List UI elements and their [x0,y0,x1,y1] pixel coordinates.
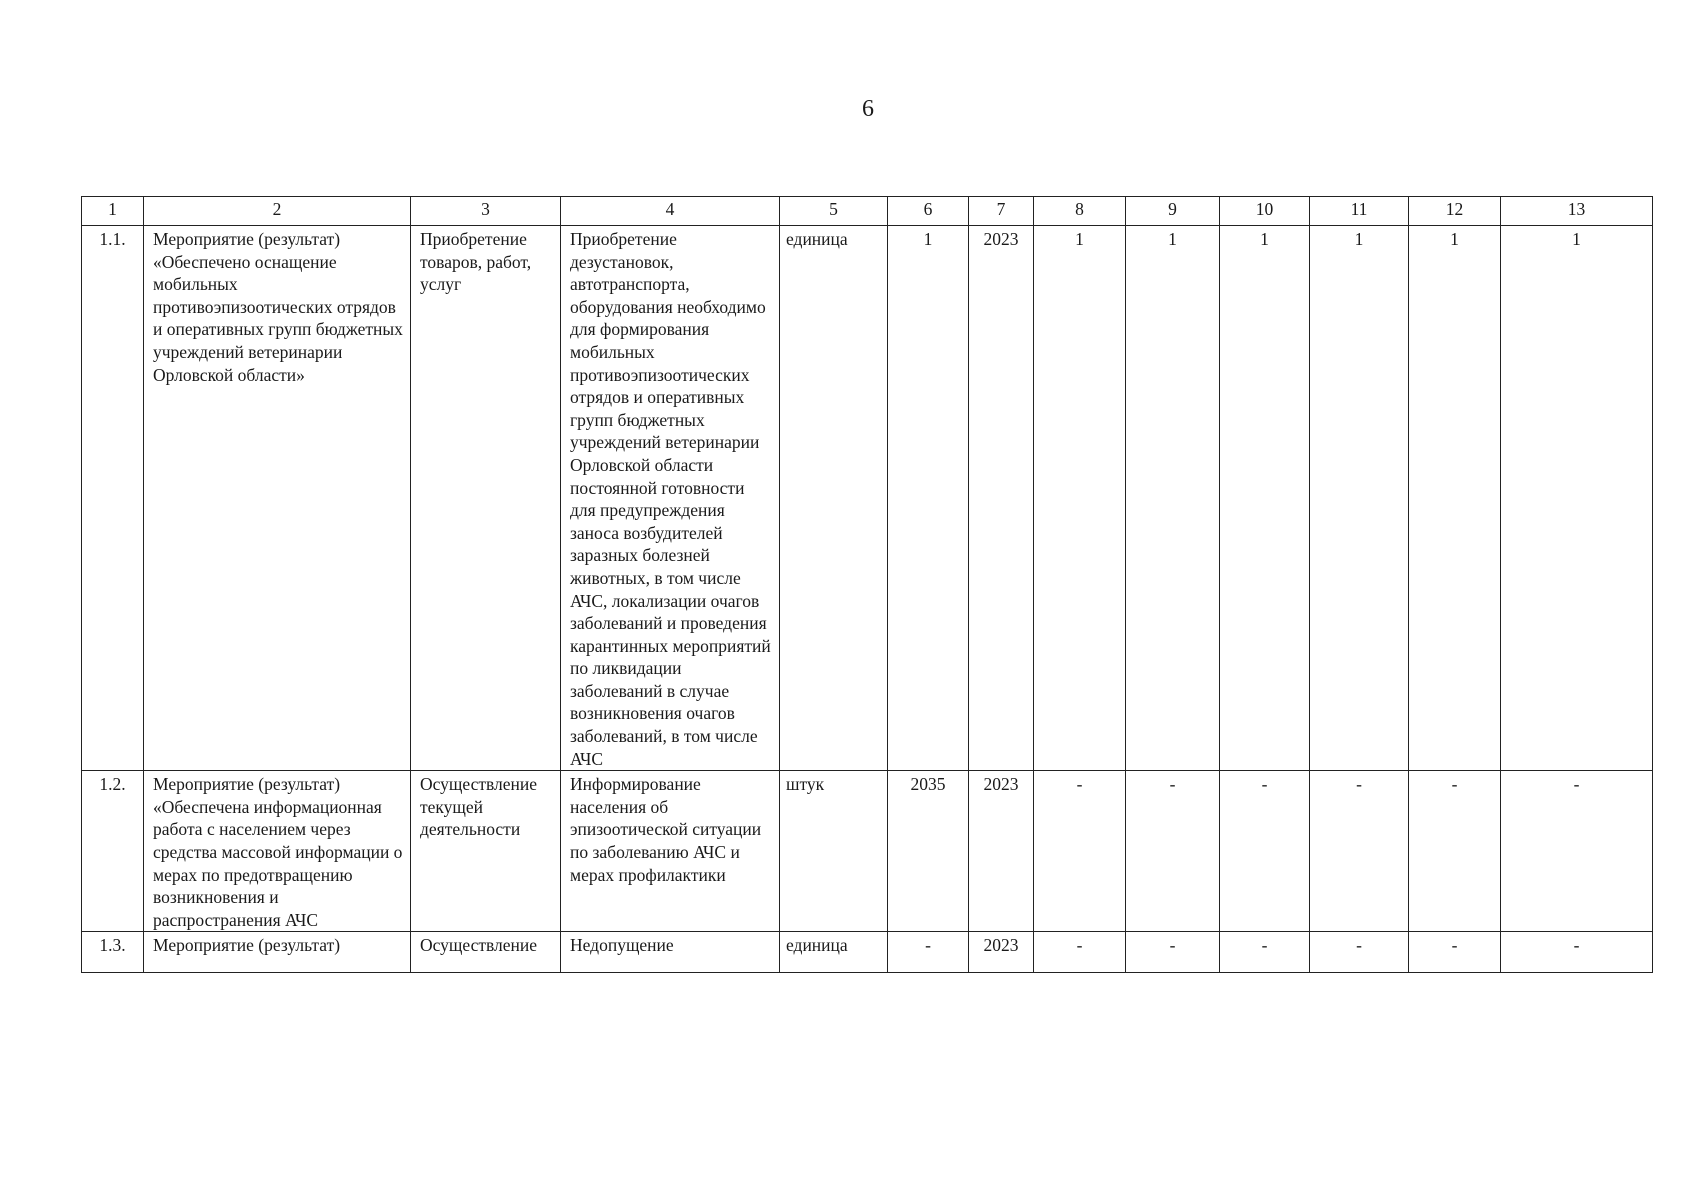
column-header: 13 [1501,197,1653,226]
value-cell: - [1220,932,1310,973]
table-row [82,226,1653,771]
column-header: 3 [411,197,561,226]
description-cell: Недопущение [561,932,780,973]
column-header: 7 [969,197,1034,226]
base-year-cell: 2023 [969,226,1034,771]
column-header: 2 [144,197,411,226]
column-header: 11 [1310,197,1409,226]
indicators-table [81,196,1653,973]
value-cell: - [1220,771,1310,932]
table-header-row [82,197,1653,226]
value-cell: 1 [1220,226,1310,771]
value-cell: 1 [1034,226,1126,771]
column-header: 1 [82,197,144,226]
column-header: 8 [1034,197,1126,226]
column-header: 6 [888,197,969,226]
value-cell: - [1310,932,1409,973]
column-header: 9 [1126,197,1220,226]
value-cell: 1 [1310,226,1409,771]
event-cell: Мероприятие (результат) «Обеспечена информационная работа с населением через средства массовой информации о мерах по предотвращению возникновения и распространения АЧС [144,771,411,932]
base-year-cell: 2023 [969,932,1034,973]
row-number: 1.1. [82,226,144,771]
value-cell: - [1501,932,1653,973]
type-cell: Приобретение товаров, работ, услуг [411,226,561,771]
event-cell: Мероприятие (результат) [144,932,411,973]
unit-cell: единица [780,226,888,771]
table-row [82,771,1653,932]
value-cell: - [1034,932,1126,973]
type-cell: Осуществление текущей деятельности [411,771,561,932]
base-value-cell: - [888,932,969,973]
description-cell: Приобретение дезустановок, автотранспорта, оборудования необходимо для формирования мобильных противоэпизоотических отрядов и оперативных групп бюджетных учреждений ветеринарии Орловской области постоянной готовности для предупреждения заноса возбудителей заразных болезней животных, в том числе АЧС, локализации очагов заболеваний и проведения карантинных мероприятий по ликвидации заболеваний в случае возникновения очагов заболеваний, в том числе АЧС [561,226,780,771]
value-cell: 1 [1126,226,1220,771]
column-header: 5 [780,197,888,226]
base-value-cell: 1 [888,226,969,771]
value-cell: 1 [1409,226,1501,771]
value-cell: - [1034,771,1126,932]
unit-cell: единица [780,932,888,973]
value-cell: - [1409,932,1501,973]
unit-cell: штук [780,771,888,932]
row-number: 1.3. [82,932,144,973]
description-cell: Информирование населения об эпизоотической ситуации по заболеванию АЧС и мерах профилактики [561,771,780,932]
event-cell: Мероприятие (результат) «Обеспечено оснащение мобильных противоэпизоотических отрядов и оперативных групп бюджетных учреждений ветеринарии Орловской области» [144,226,411,771]
value-cell: - [1126,771,1220,932]
base-year-cell: 2023 [969,771,1034,932]
value-cell: - [1409,771,1501,932]
column-header: 10 [1220,197,1310,226]
row-number: 1.2. [82,771,144,932]
column-header: 4 [561,197,780,226]
value-cell: - [1501,771,1653,932]
type-cell: Осуществление [411,932,561,973]
value-cell: 1 [1501,226,1653,771]
page-number: 6 [862,96,874,122]
value-cell: - [1310,771,1409,932]
column-header: 12 [1409,197,1501,226]
base-value-cell: 2035 [888,771,969,932]
value-cell: - [1126,932,1220,973]
table-row [82,932,1653,973]
